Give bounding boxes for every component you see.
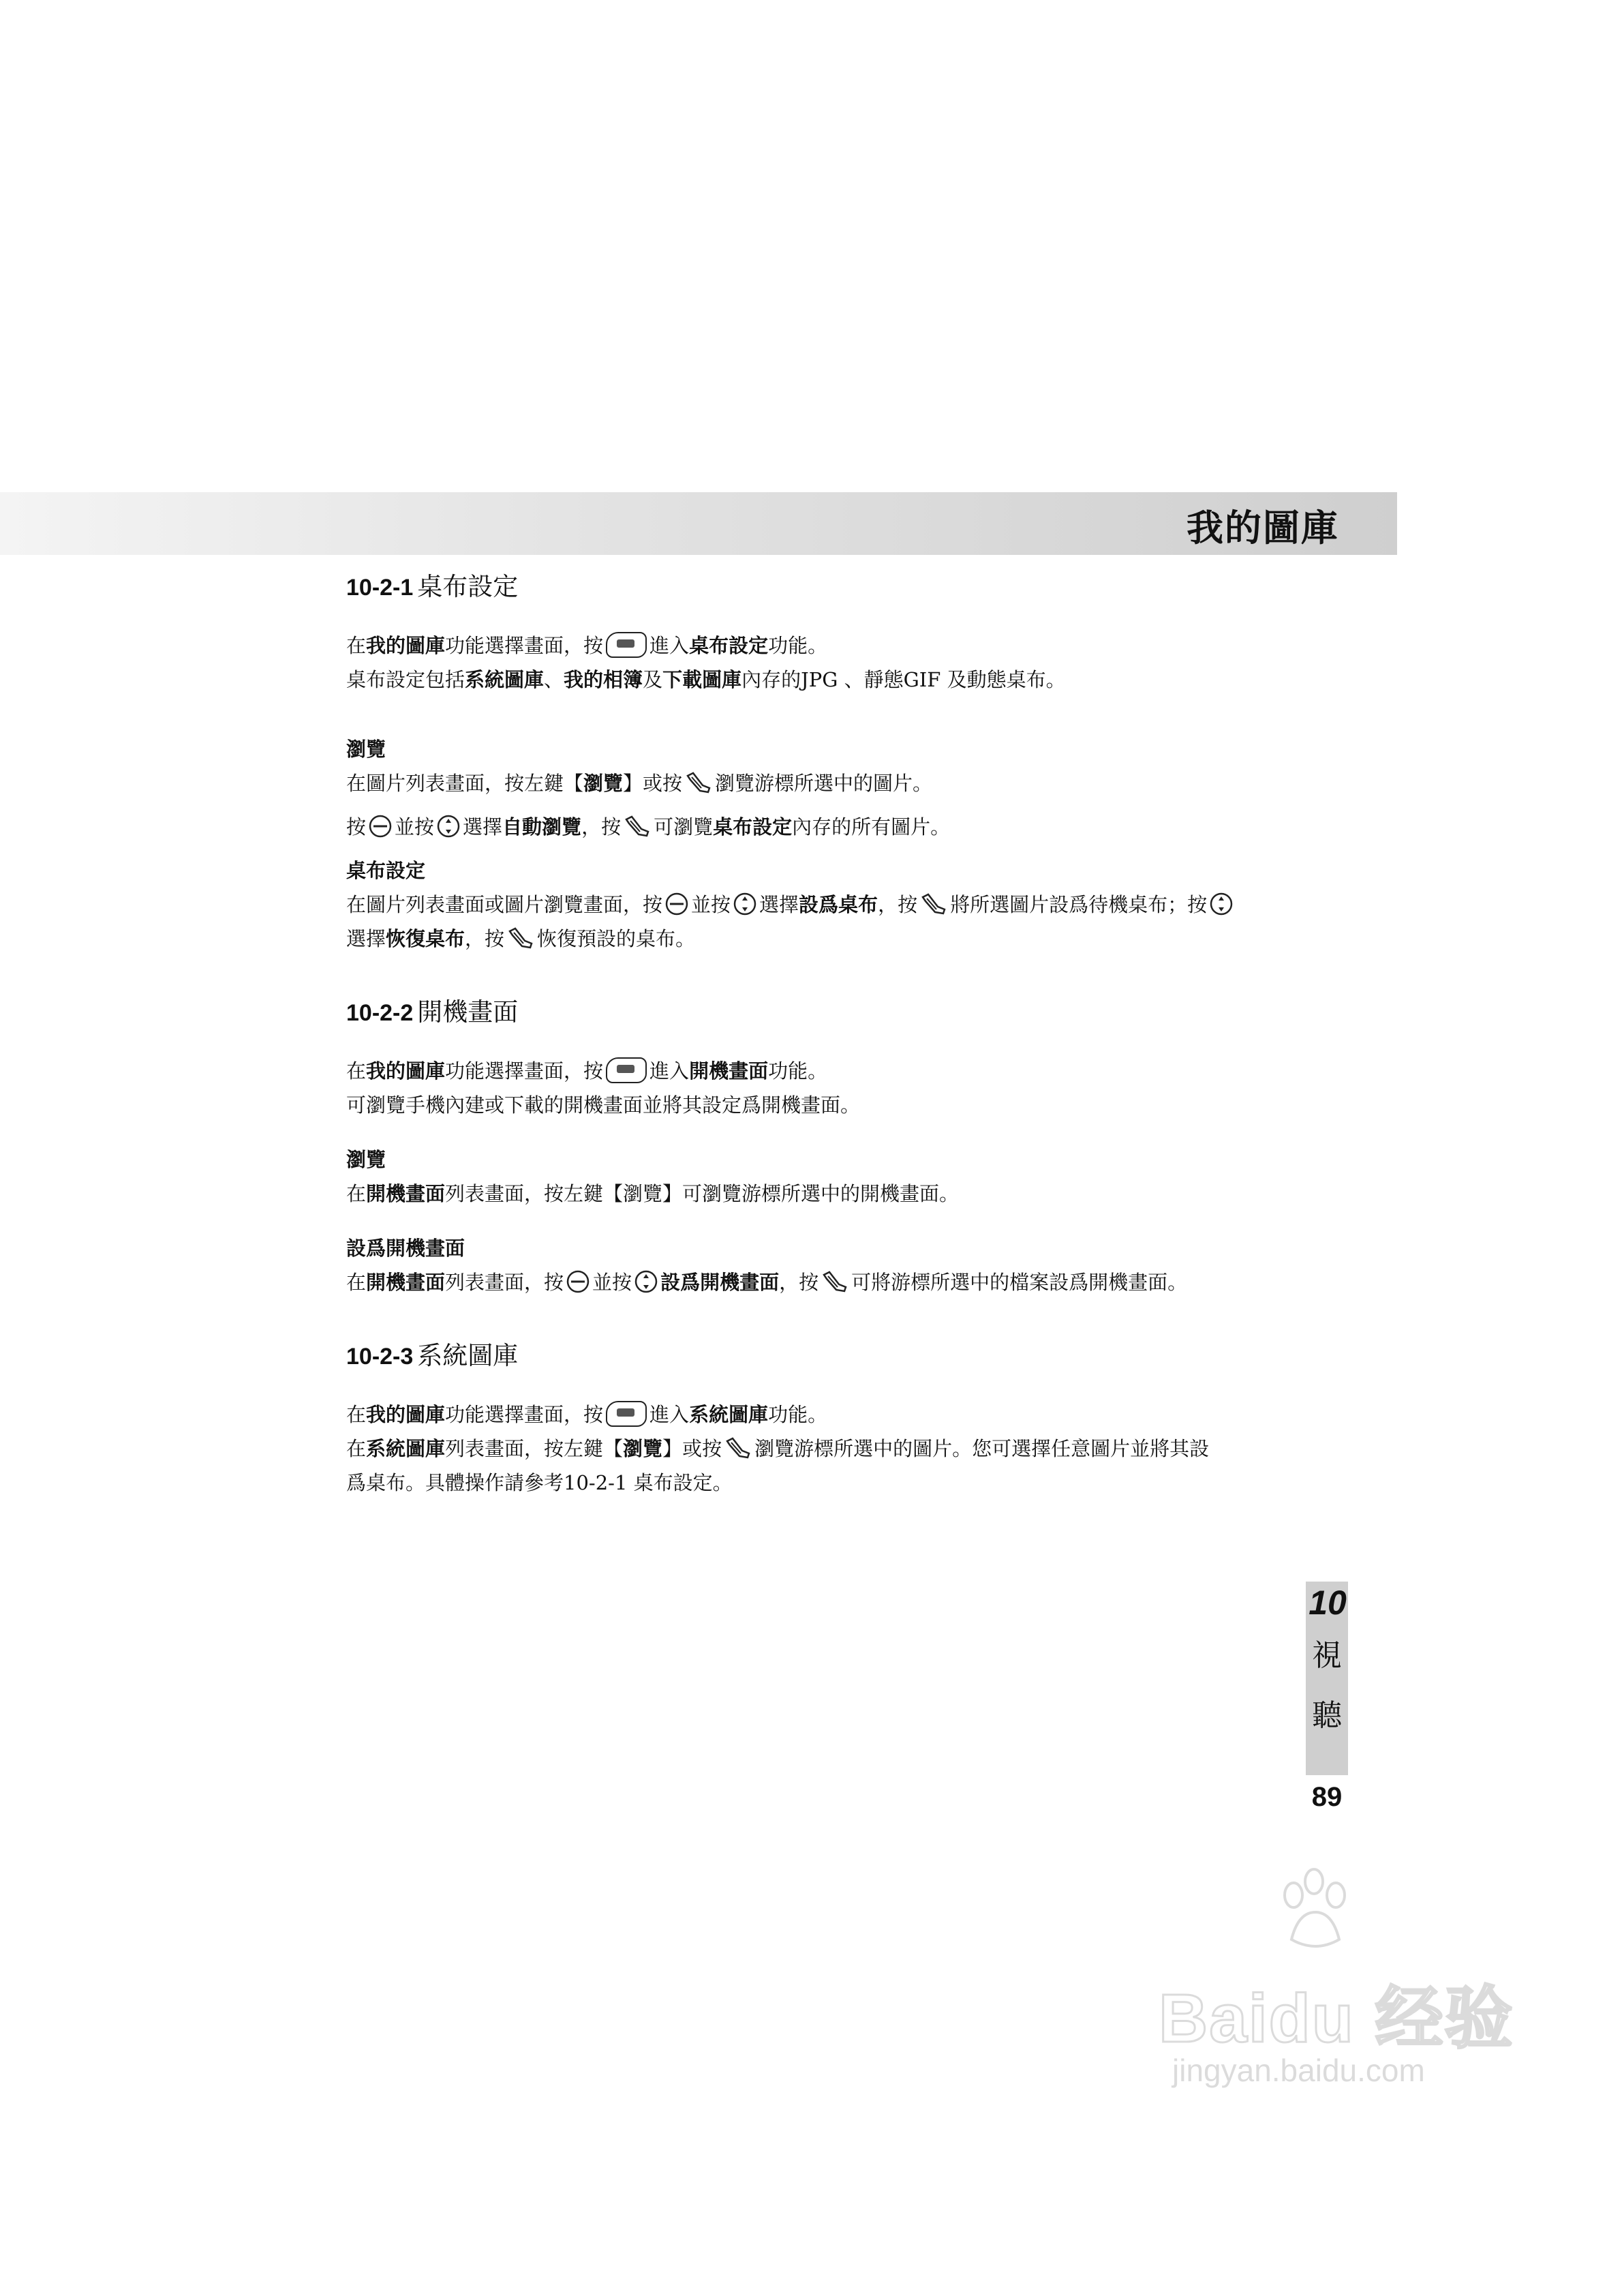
section-heading: 10-2-3 系統圖庫 — [346, 1341, 519, 1370]
paragraph: 爲桌布。具體操作請參考10-2-1 桌布設定。 — [346, 1471, 733, 1494]
number-key-3-icon — [606, 1401, 647, 1427]
paragraph: 選擇恢復桌布，按 恢復預設的桌布。 — [346, 927, 696, 950]
banner-title: 我的圖庫 — [1187, 506, 1339, 549]
chapter-label-char: 聽 — [1312, 1698, 1342, 1733]
paragraph: 在我的圖庫功能選擇畫面，按 進入桌布設定功能。 — [346, 629, 1314, 663]
chapter-number: 10 — [1309, 1584, 1347, 1622]
paragraph: 在我的圖庫功能選擇畫面，按 進入開機畫面功能。 — [346, 1054, 1314, 1088]
send-key-icon — [920, 892, 947, 916]
section-10-2-2 — [346, 991, 1314, 1299]
send-key-icon — [507, 926, 534, 950]
watermark-url: jingyan.baidu.com — [1172, 2053, 1425, 2088]
section-heading: 10-2-1 桌布設定 — [346, 572, 519, 601]
paragraph: 在我的圖庫功能選擇畫面，按 進入系統圖庫功能。 — [346, 1398, 1314, 1432]
section-10-2-3 — [346, 1335, 1314, 1500]
paragraph: 在系統圖庫列表畫面，按左鍵【瀏覽】或按 瀏覽游標所選中的圖片。您可選擇任意圖片並將其設 — [346, 1437, 1210, 1460]
subsection-title: 設爲開機畫面 — [346, 1237, 465, 1260]
paragraph: 按 並按 選擇自動瀏覽，按 可瀏覽桌布設定內存的所有圖片。 — [346, 815, 951, 839]
paragraph: 在開機畫面列表畫面，按左鍵【瀏覽】可瀏覽游標所選中的開機畫面。 — [346, 1182, 960, 1205]
navigation-key-icon — [634, 1269, 658, 1294]
paragraph: 桌布設定包括系統圖庫、我的相簿及下載圖庫內存的JPG 、靜態GIF 及動態桌布。 — [346, 668, 1066, 691]
number-key-1-icon — [606, 632, 647, 658]
navigation-key-icon — [733, 892, 757, 916]
paragraph: 在圖片列表畫面，按左鍵【瀏覽】或按 瀏覽游標所選中的圖片。 — [346, 772, 933, 795]
number-key-2-icon — [606, 1057, 647, 1083]
send-key-icon — [624, 814, 651, 839]
send-key-icon — [821, 1269, 848, 1294]
page-number: 89 — [1311, 1782, 1343, 1812]
section-10-2-1 — [346, 566, 1314, 956]
paragraph: 可瀏覽手機內建或下載的開機畫面並將其設定爲開機畫面。 — [346, 1093, 861, 1117]
subsection-title: 桌布設定 — [346, 859, 426, 882]
menu-key-icon — [368, 814, 393, 839]
send-key-icon — [685, 770, 712, 795]
subsection-title: 瀏覽 — [346, 738, 386, 761]
page-content — [346, 566, 1314, 1500]
baidu-watermark — [1159, 1868, 1540, 2093]
chapter-label-char: 視 — [1312, 1638, 1342, 1673]
section-heading: 10-2-2 開機畫面 — [346, 997, 519, 1027]
watermark-text: Baidu 经验 — [1159, 1980, 1514, 2057]
paragraph: 在開機畫面列表畫面，按 並按 設爲開機畫面，按 可將游標所選中的檔案設爲開機畫面。 — [346, 1271, 1188, 1294]
paragraph: 在圖片列表畫面或圖片瀏覽畫面，按 並按 選擇設爲桌布，按 將所選圖片設爲待機桌布；按 — [346, 888, 1314, 922]
menu-key-icon — [566, 1269, 590, 1294]
send-key-icon — [724, 1436, 752, 1460]
chapter-banner — [0, 492, 1397, 555]
navigation-key-icon — [1209, 892, 1234, 916]
menu-key-icon — [664, 892, 689, 916]
paw-logo-icon — [1274, 1868, 1356, 1957]
navigation-key-icon — [436, 814, 461, 839]
subsection-title: 瀏覽 — [346, 1148, 386, 1171]
